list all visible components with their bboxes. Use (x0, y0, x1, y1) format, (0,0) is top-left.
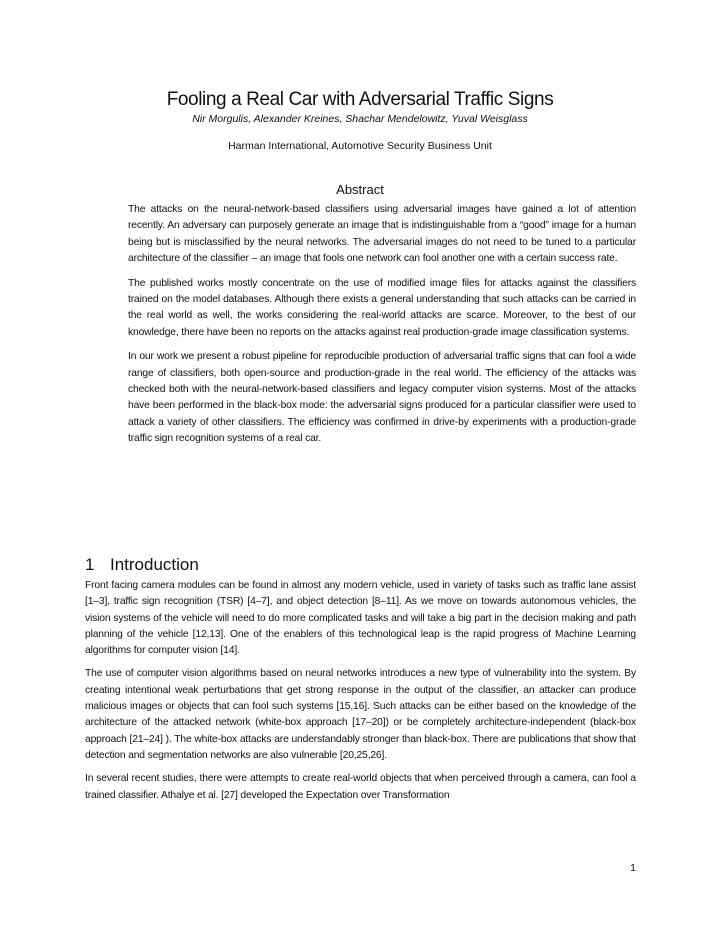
abstract-body (128, 202, 636, 456)
abstract-paragraph: The attacks on the neural-network-based classifiers using adversarial images have gained a lot of attention recently. An adversary can purposely generate an image that is indistinguishable from a “good” image for a human being but is misclassified by the neural networks. The adversarial images do not need to be tuned to a particular architecture of the classifier – an image that fools one network can fool another one with a certain success rate. (128, 204, 636, 264)
section-title: Introduction (110, 555, 199, 574)
body-paragraph: In several recent studies, there were attempts to create real-world objects that when perceived through a camera, can fool a trained classifier. Athalye et al. [27] developed the Expectation over Transformation (85, 773, 636, 801)
body-paragraph: The use of computer vision algorithms based on neural networks introduces a new type of vulnerability into the system. By creating intentional weak perturbations that get strong response in the output of the classifier, an attacker can produce malicious images or objects that can fool such systems [15,16]. Such attacks can be either based on the knowledge of the architecture of the attacked network (white-box approach [17–20]) or be completely architecture-independent (black-box approach [21–24] ). The white-box attacks are understandably stronger than black-box. There are publications that show that detection and segmentation networks are also vulnerable [20,25,26]. (85, 668, 636, 761)
author-list: Nir Morgulis, Alexander Kreines, Shachar Mendelowitz, Yuval Weisglass (192, 113, 528, 125)
paper-title: Fooling a Real Car with Adversarial Traffic Signs (166, 89, 554, 110)
abstract-paragraph: In our work we present a robust pipeline for reproducible production of adversarial traffic signs that can fool a wide range of classifiers, both open-source and production-grade in the real world. The efficiency of the attacks was checked both with the neural-network-based classifiers and legacy computer vision systems. Most of the attacks have been performed in the black-box mode: the adversarial signs produced for a particular classifier were used to attack a variety of other classifiers. The efficiency was confirmed in drive-by experiments with a production-grade traffic sign recognition systems of a real car. (128, 351, 636, 444)
page-number: 1 (630, 862, 636, 874)
section-body (85, 578, 636, 811)
affiliation: Harman International, Automotive Security Business Unit (228, 140, 492, 152)
abstract-paragraph: The published works mostly concentrate on the use of modified image files for attacks against the classifiers trained on the model databases. Although there exists a general understanding that such attacks can be carried in the real world as well, the works considering the real-world attacks are scarce. Moreover, to the best of our knowledge, there have been no reports on the attacks against real production-grade image classification systems. (128, 277, 636, 338)
body-paragraph: Front facing camera modules can be found in almost any modern vehicle, used in variety of tasks such as traffic lane assist [1–3], traffic sign recognition (TSR) [4–7], and object detection [8–11]. As we move on towards autonomous vehicles, the vision systems of the vehicle will need to do more complicated tasks and will take a big part in the decision making and path planning of the vehicle [12,13]. One of the enablers of this technological leap is the rapid progress of Machine Learning algorithms for computer vision [14]. (85, 580, 636, 657)
section-number: 1 (85, 555, 95, 574)
section-heading (85, 555, 199, 575)
abstract-heading: Abstract (336, 182, 384, 197)
